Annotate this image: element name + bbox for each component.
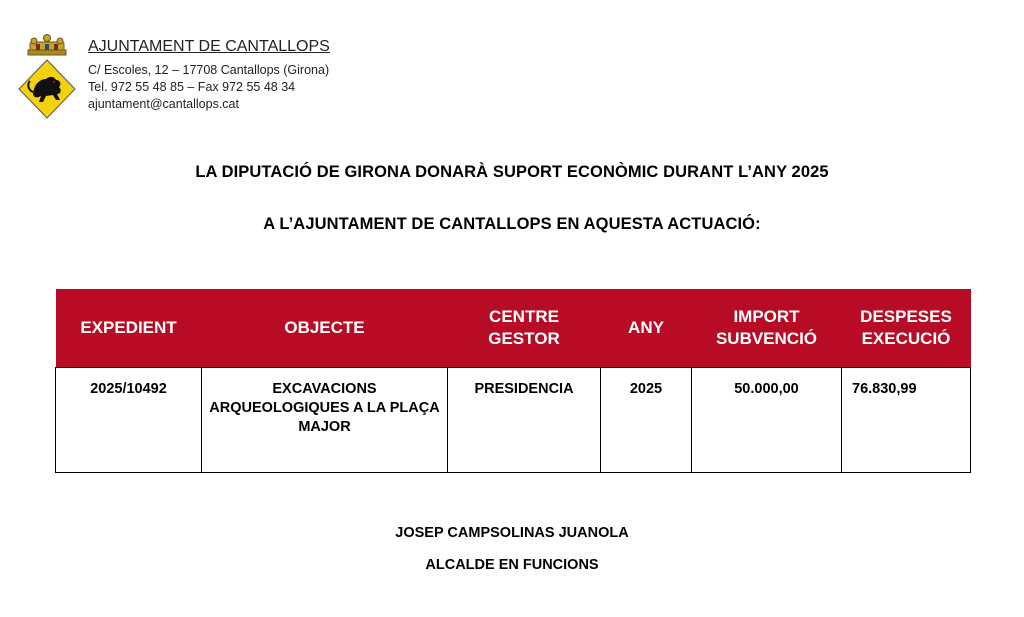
municipality-name: AJUNTAMENT DE CANTALLOPS xyxy=(88,38,330,55)
column-header-centre-gestor: CENTRE GESTOR xyxy=(448,289,601,368)
table-row xyxy=(56,368,971,473)
email: ajuntament@cantallops.cat xyxy=(88,97,239,111)
cell-any: 2025 xyxy=(601,368,692,473)
column-header-objecte: OBJECTE xyxy=(202,289,448,368)
phone-fax: Tel. 972 55 48 85 – Fax 972 55 48 34 xyxy=(88,80,296,94)
column-header-import-subvencio: IMPORT SUBVENCIÓ xyxy=(692,289,842,368)
letterhead xyxy=(88,38,330,113)
headline-line-2: A L’AJUNTAMENT DE CANTALLOPS EN AQUESTA ACTUACIÓ: xyxy=(263,215,761,233)
column-header-expedient: EXPEDIENT xyxy=(56,289,202,368)
grant-table xyxy=(55,289,971,473)
table-header-row xyxy=(56,289,971,368)
column-header-despeses-execucio: DESPESES EXECUCIÓ xyxy=(842,289,971,368)
column-header-any: ANY xyxy=(601,289,692,368)
signer-name: JOSEP CAMPSOLINAS JUANOLA xyxy=(395,525,629,541)
cell-objecte: EXCAVACIONS ARQUEOLOGIQUES A LA PLAÇA MAJOR xyxy=(202,368,448,473)
headline-line-1: LA DIPUTACIÓ DE GIRONA DONARÀ SUPORT ECONÒMIC DURANT L’ANY 2025 xyxy=(195,163,829,181)
signer-title: ALCALDE EN FUNCIONS xyxy=(425,557,599,573)
cell-expedient: 2025/10492 xyxy=(56,368,202,473)
address: C/ Escoles, 12 – 17708 Cantallops (Girona) xyxy=(88,63,330,77)
cell-import-subvencio: 50.000,00 xyxy=(692,368,842,473)
cell-centre-gestor: PRESIDENCIA xyxy=(448,368,601,473)
cell-despeses-execucio: 76.830,99 xyxy=(842,368,971,473)
coat-of-arms-icon xyxy=(16,32,78,120)
